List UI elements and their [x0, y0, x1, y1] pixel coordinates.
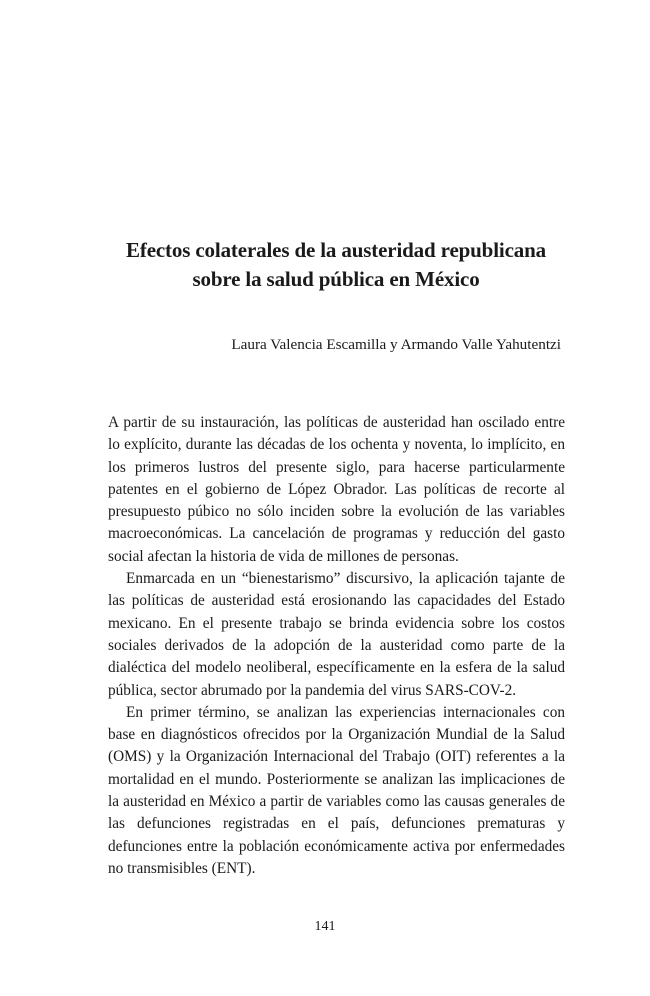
- chapter-title-line-1: Efectos colaterales de la austeridad republicana: [126, 238, 546, 262]
- chapter-body: [108, 412, 565, 880]
- body-paragraph-3: En primer término, se analizan las experiencias internacionales con base en diagnósticos ofrecidos por la Organización Mundial de la Salud (OMS) y la Organización Internacional del Trabajo (OIT) referentes a la mortalidad en el mundo. Posteriormente se analizan las implicaciones de la austeridad en México a partir de variables como las causas generales de las defunciones registradas en el país, defunciones prematuras y defunciones entre la población económicamente activa por enfermedades no transmisibles (ENT).: [108, 703, 565, 877]
- page-number: 141: [314, 919, 336, 934]
- body-paragraph-2: Enmarcada en un “bienestarismo” discursivo, la aplicación tajante de las políticas de austeridad está erosionando las capacidades del Estado mexicano. En el presente trabajo se brinda evidencia sobre los costos sociales derivados de la adopción de la austeridad como parte de la dialéctica del modelo neoliberal, específicamente en la esfera de la salud pública, sector abrumado por la pandemia del virus SARS-COV-2.: [108, 570, 565, 699]
- body-paragraph-1: A partir de su instauración, las políticas de austeridad han oscilado entre lo explícito, durante las décadas de los ochenta y noventa, lo implícito, en los primeros lustros del presente siglo, para hacerse particularmente patentes en el gobierno de López Obrador. Las políticas de recorte al presupuesto púbico no sólo inciden sobre la evolución de las variables macroeconómicas. La cancelación de programas y reducción del gasto social afectan la historia de vida de millones de personas.: [108, 414, 565, 565]
- chapter-title-line-2: sobre la salud pública en México: [192, 267, 480, 291]
- chapter-title: [96, 236, 576, 294]
- chapter-authors: Laura Valencia Escamilla y Armando Valle Yahutentzi: [231, 336, 561, 353]
